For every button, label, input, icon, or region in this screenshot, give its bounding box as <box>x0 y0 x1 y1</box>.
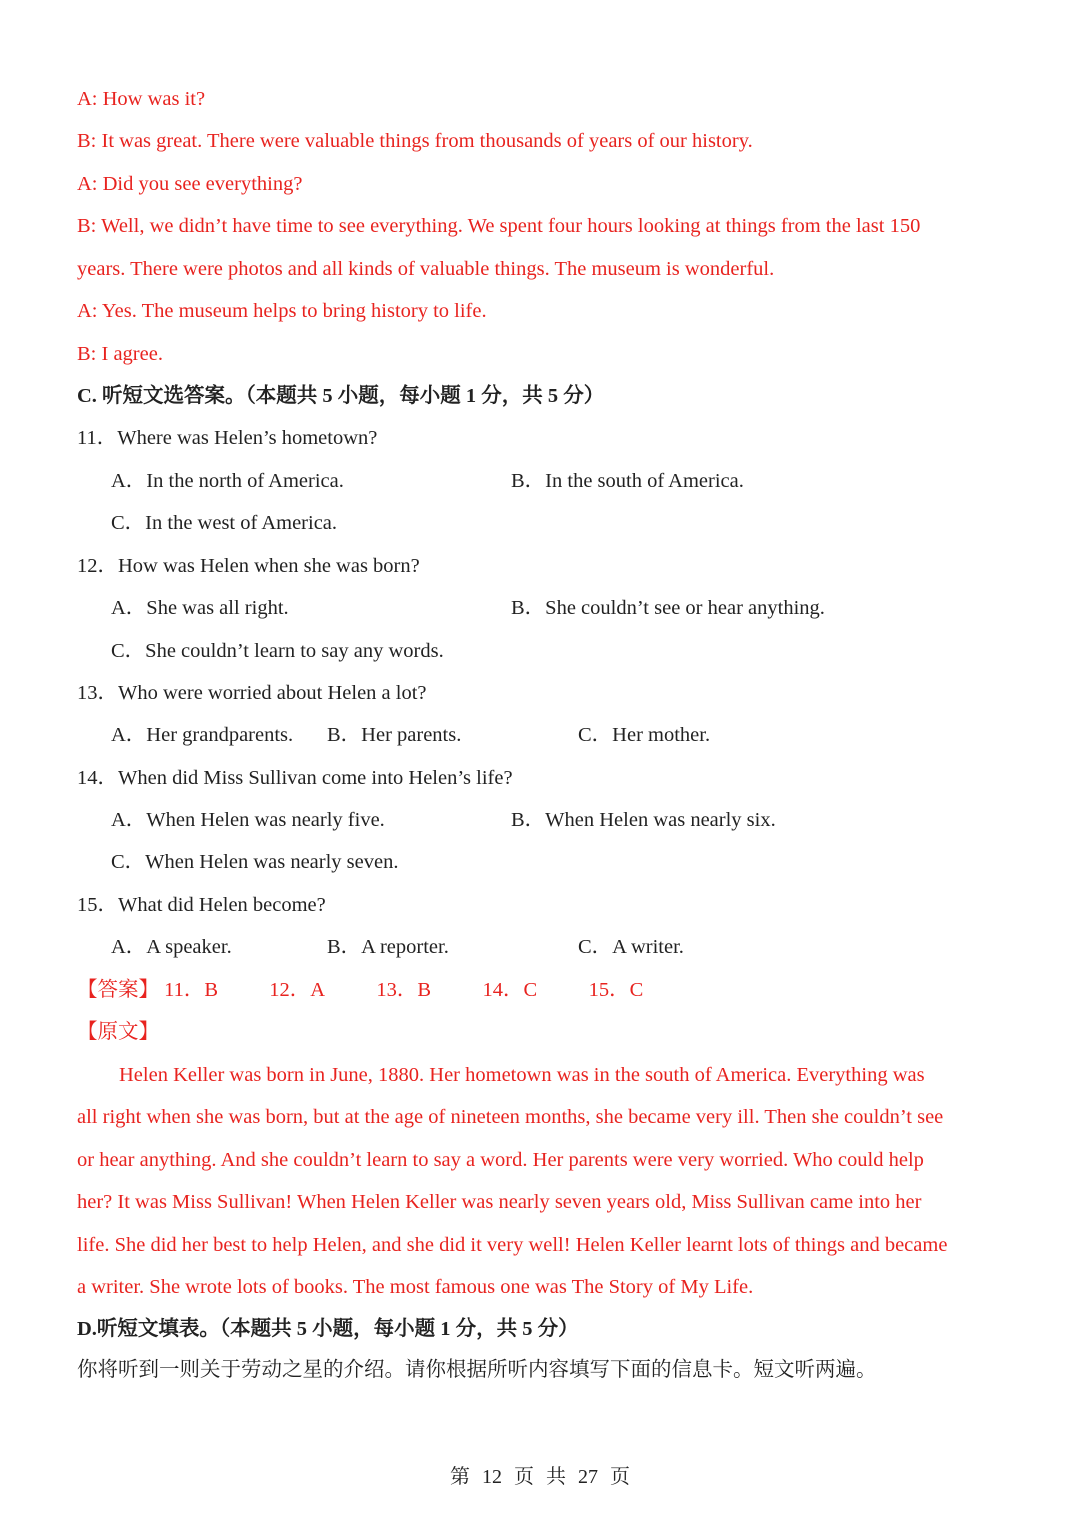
answer-label: 【答案】 <box>77 979 159 1001</box>
section-d-heading: D.听短文填表。（本题共 5 小题，每小题 1 分，共 5 分） <box>77 1318 579 1340</box>
question-15: 15．What did Helen become? <box>77 894 326 916</box>
dialogue-line-2: B: It was great. There were valuable things from thousands of years of our history. <box>77 130 753 152</box>
dialogue-line-5: years. There were photos and all kinds of valuable things. The museum is wonderful. <box>77 258 775 280</box>
q15-option-b: B．A reporter. <box>327 936 449 958</box>
answer-13: 13．B <box>376 979 432 1001</box>
q13-option-b: B．Her parents. <box>327 724 462 746</box>
answer-11: 11．B <box>164 979 219 1001</box>
q13-option-a: A．Her grandparents. <box>111 724 294 746</box>
section-c-heading: C. 听短文选答案。（本题共 5 小题，每小题 1 分，共 5 分） <box>77 385 605 407</box>
q12-option-b: B．She couldn’t see or hear anything. <box>511 597 825 619</box>
original-line-6: a writer. She wrote lots of books. The most famous one was The Story of My Life. <box>77 1276 754 1298</box>
q12-option-a: A．She was all right. <box>111 597 289 619</box>
original-line-1: Helen Keller was born in June, 1880. Her hometown was in the south of America. Everything was <box>119 1064 925 1086</box>
q13-option-c: C．Her mother. <box>578 724 711 746</box>
question-13: 13．Who were worried about Helen a lot? <box>77 682 427 704</box>
footer-total-pages: 27 <box>578 1466 598 1488</box>
question-12: 12．How was Helen when she was born? <box>77 555 420 577</box>
answer-15: 15．C <box>588 979 644 1001</box>
footer-di: 第 <box>450 1466 470 1488</box>
page-footer <box>0 1460 1080 1489</box>
question-14: 14．When did Miss Sullivan come into Helen’s life? <box>77 767 513 789</box>
dialogue-line-7: B: I agree. <box>77 343 163 365</box>
q12-option-c: C．She couldn’t learn to say any words. <box>111 640 444 662</box>
section-d-instruction: 你将听到一则关于劳动之星的介绍。请你根据所听内容填写下面的信息卡。短文听两遍。 <box>77 1359 877 1381</box>
q15-option-a: A．A speaker. <box>111 936 232 958</box>
footer-gong: 共 <box>546 1466 566 1488</box>
q11-option-b: B．In the south of America. <box>511 470 744 492</box>
dialogue-line-6: A: Yes. The museum helps to bring history to life. <box>77 300 487 322</box>
original-line-5: life. She did her best to help Helen, and she did it very well! Helen Keller learnt lots of things and became <box>77 1234 948 1256</box>
q11-option-c: C．In the west of America. <box>111 512 338 534</box>
answer-line <box>77 977 643 1003</box>
dialogue-line-3: A: Did you see everything? <box>77 173 303 195</box>
q14-option-c: C．When Helen was nearly seven. <box>111 851 399 873</box>
answer-12: 12．A <box>269 979 326 1001</box>
footer-ye1: 页 <box>514 1466 534 1488</box>
question-11: 11．Where was Helen’s hometown? <box>77 427 378 449</box>
footer-page-number: 12 <box>482 1466 502 1488</box>
original-line-2: all right when she was born, but at the age of nineteen months, she became very ill. Then she couldn’t see <box>77 1106 944 1128</box>
dialogue-line-1: A: How was it? <box>77 88 206 110</box>
q14-option-a: A．When Helen was nearly five. <box>111 809 385 831</box>
q14-option-b: B．When Helen was nearly six. <box>511 809 776 831</box>
answer-14: 14．C <box>482 979 538 1001</box>
q15-option-c: C．A writer. <box>578 936 684 958</box>
dialogue-line-4: B: Well, we didn’t have time to see everything. We spent four hours looking at things from the last 150 <box>77 215 921 237</box>
q11-option-a: A．In the north of America. <box>111 470 344 492</box>
original-label: 【原文】 <box>77 1021 159 1043</box>
original-line-4: her? It was Miss Sullivan! When Helen Keller was nearly seven years old, Miss Sullivan came into her <box>77 1191 922 1213</box>
footer-ye2: 页 <box>610 1466 630 1488</box>
original-line-3: or hear anything. And she couldn’t learn to say a word. Her parents were very worried. Who could help <box>77 1149 924 1171</box>
